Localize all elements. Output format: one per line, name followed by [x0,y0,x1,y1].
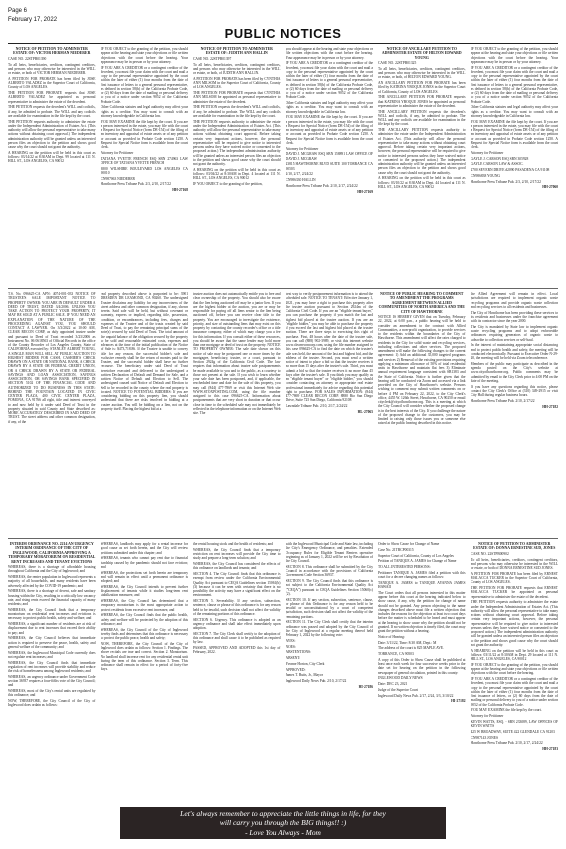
notice-paragraph: WHEREAS, a significant number of residents are at risk of displacement due to rent increases that exceed their ability to pay; and [8,622,96,635]
notice-paragraph: CASE NO. 22STPB01397 [193,56,232,61]
notice-paragraph: NOTICE IS HEREBY GIVEN that on Tuesday, February 22, 2022, at 6:00 p.m., a public hearing will be held to consider an amendment to the contract with Allied Communities, a non-profit organization, to provide services to the residents within the boundaries of the City of Hawthorne. This amendment will affect the rates charged to residents in the City for solid waste and recycling services, including collections and other services. The proposed amendment will make the following changes to the current agreement: 1) Add an additional 35,000 targeted programs and services 2) Removal of the existing provisions requiring applying a minimum allowance of 50% of total residential units in Hawthorne and maintain flat fees 3) Eliminate annual requirement language consistent with SB1383 and the State of California. Notice is further given that the hearing will be conducted via Zoom and accessed via a link provided on the City of Hawthorne's website. Persons wishing to comment may submit written comments on or before 4 PM on February 22, 2022, to the City Clerk's office, 4455 W. 126th Street, Hawthorne, CA 90250 or email cityclerk@cityofhawthorne.org. This is a meeting at which the City Council will consider whether the proposed change is in the best interests of the City. If you challenge the nature of the proposed change to the customers, you may be limited to raising only those issues you or someone else raised at the public hearing described in this notice. [378,315,466,426]
notice-column [101,542,189,849]
notice-column [471,542,559,849]
notice-column [378,542,466,849]
notice-column [193,542,281,849]
notice-paragraph: THE PETITION requests authority to administer the estate under the Independent Administration of Estates Act. (This authority will allow the personal representative to take many actions without obtaining court approval. Before taking certain very important actions, however, the personal representative will be required to give notice to interested persons unless they have waived notice or consented to the proposed action.) The independent administration authority will be granted unless an interested person files an objection to the petition and shows good cause why the court should not grant the authority. [193,119,281,167]
notice-paragraph: Hawthorne Press Tribune Pub. 2/10, 2/17, 2/24/22 [285,183,358,188]
notice-paragraph: If you have any questions regarding this notice, please contact the City Clerk's Office at (310) 349-2915 or visit City Hall during regular business hours. [470,384,558,397]
notices-section-3 [8,542,558,849]
notice-paragraph: CASE NO. 22STPB00902 [470,551,509,556]
notice-paragraph: Case No. 21TRCP00315 [378,547,414,552]
notice-column [471,47,559,285]
notice-paragraph: ABSTENTIONS: [285,650,312,655]
notice-paragraph: WHEREAS, the City Council of the City of Inglewood hereby finds and determines that this ordinance is necessary to protect the public peace, health and safety; [100,627,188,640]
notice-paragraph: WHEREAS, the City Council believes that immediate action is required to preserve the peace, health, safety and general welfare of the community; and [8,636,96,649]
notice-paragraph: James T. Butts, Jr., Mayor [285,673,323,678]
notice-paragraph: YOU MAY EXAMINE the file kept by the court. If you are a person interested in the estate, you may file with the court a Request for Special Notice (form DE-154) of the filing of an inventory and appraisal of estate assets or of any petition or account as provided in Probate Code section 1250. A Request for Special Notice form is available from the court clerk. [470,119,558,149]
notice-paragraph: Superior Court of California, County of Los Angeles [378,553,454,558]
section-divider [8,288,558,289]
notice-paragraph: TO ALL INTERESTED PERSONS: [378,565,431,569]
notice-paragraph: Other California statutes and legal authority may affect your rights as a creditor. You may want to consult with an attorney knowledgeable in California law. [285,101,373,114]
notice-paragraph: INGLEWOOD DAILY NEWS [378,676,423,681]
notice-paragraph: WHEREAS, the City Council finds that the public health, safety and welfare will be protected by the adoption of this ordinance; and [100,613,188,626]
title-rule [8,43,558,44]
notice-paragraph: A HEARING on the petition will be held in this court as follows: 03/11/22 at 8:30AM in Dept. 29 located at 111 N. HILL ST., LOS ANGELES, CA 90012 [470,648,558,662]
section-divider [8,538,558,539]
notice-paragraph: SECTION 5. Severability. If any section, subsection, sentence, clause or phrase of this ordinance is for any reason held to be invalid, such decision shall not affect the validity of the remaining portions of this ordinance. [193,599,281,616]
notice-paragraph: the Allied Agreement will remain in effect. Local jurisdictions are required to implement organic waste recycling programs and provide organic waste collection and recycling services to all residents and businesses. [470,292,558,309]
notice-paragraph: The City is mandated by State law to implement organic waste recycling programs and to adopt enforceable ordinances requiring generators of organic waste to subscribe to collection services or self-haul. [470,324,558,342]
notice-paragraph: GAYLE CARSON LAW & ASSOC. [470,162,524,167]
notice-paragraph: PASSED, APPROVED AND ADOPTED this 1st day of February, 2022. [193,646,281,655]
notice-column [286,47,374,285]
notice-paragraph: THE PETITION requests the decedent's WILL and codicils, if any, be admitted to probate. The WILL and any codicils are available for examination in the file kept by the court. [193,105,281,118]
notice-paragraph: THE PETITION FOR PROBATE requests that CYNTHIA ANN MILSOM be appointed as personal representative to administer the estate of the decedent. [193,91,281,104]
notice-paragraph: CASE NO. 22STPB01325 [378,61,417,66]
notice-column [378,47,466,285]
notice-paragraph: Other California statutes and legal authority may affect your rights as a creditor. You may want to consult with an attorney knowledgeable in California law. [470,105,558,118]
notice-paragraph: with the Inglewood Municipal Code and State law, including the City's Emergency Ordinance, and penalties. Extended Occupancy Rules for Eligible Tenant Renters operative beginning as of January 1, 2022 will be set by Resolution of the City Council. [285,542,373,563]
notice-heading: INTERIM ORDINANCE NO. 2214 AN URGENCY INTERIM ORDINANCE OF THE CITY OF INGLEWOOD, CALIFORNIA APPROVING A TEMPORARY MORATORIUM ON RESIDENTIAL RENT INCREASES AND TENANT EVICTIONS [8,542,96,564]
notice-paragraph: SECTION 4. The City Council finds that this ordinance is exempt from review under the California Environmental Quality Act pursuant to CEQA Guidelines section 15061(b)(3) because it can be seen with certainty that there is no possibility the activity may have a significant effect on the environment. [193,572,281,598]
notice-column [193,47,281,285]
notice-paragraph: WHEREAS, the Inglewood Municipal Code currently does not regulate rent increases; and [8,650,96,659]
notice-paragraph: Hawthorne Press Tribune Pub. 2/3, 2/10, 2/17/22 [100,182,171,187]
notice-paragraph: APPROVED: [285,667,306,672]
notice-heading: NOTICE OF ANCILLARY PETITION TO ADMINISTER ESTATE OF HILTON EDWARD YOUNG [381,47,462,60]
notice-paragraph: ABSENT: [285,656,301,660]
notice-paragraph: The address of the court is 825 MAPLE AVE. [378,646,444,651]
notice-paragraph: AYES: [285,638,296,643]
notice-paragraph: Notice of Hearing: [378,634,405,639]
notice-paragraph: Petitioner TANIQUE A. JAMES filed a petition with this court for a decree changing names as follows: [378,570,466,579]
notice-paragraph: WHEREAS, the City Council has determined that a temporary moratorium is the most appropriate action to protect residents from excessive rent increases; and [100,599,188,612]
page-header [8,6,558,15]
page-number: Page 6 [8,7,28,14]
notices-section-2 [8,292,558,535]
notice-paragraph: CN986838 YOUNG [470,173,501,178]
notice-paragraph: GAYLE J. CARSON ESQ SBN 305928 [470,156,529,161]
notice-paragraph: SECTION 7. The City Clerk shall certify to the adoption of this ordinance and shall cause it to be published as required by law. [193,631,281,645]
notice-column [378,292,466,535]
notice-paragraph: Date: 3/11/22, Time: 8:30 AM, Dept.: M [378,640,437,645]
footer-author: - Love You Always - Mom [245,827,321,837]
notice-paragraph: Petition of TANIQUE A. JAMES for Change of Name [378,559,457,564]
notice-heading: NOTICE OF PETITION TO ADMINISTER ESTATE OF: DONNA ERNESTINE SUD, JONES [473,542,556,551]
notice-paragraph: SECTION 6. Urgency. This ordinance is adopted as an urgency ordinance and shall take effect immediately upon adoption. [193,617,281,630]
notice-paragraph: Members of the public may participate as described in the agenda posted on the City's website at www.cityofhawthorne.org. Public comments may be submitted by email to the City Clerk prior to 4:00 PM on the date of the meeting. [470,361,558,383]
notice-paragraph: NOES: [285,644,296,649]
notice-column [286,542,374,849]
notice-paragraph: trustee auction does not automatically entitle you to free and clear ownership of the property. You should also be aware that the lien being auctioned off may be a junior lien. If you are the highest bidder at the auction, you are or may be responsible for paying off all liens senior to the lien being auctioned off, before you can receive clear title to the property. You are encouraged to investigate the existence, priority, and size of outstanding liens that may exist on this property by contacting the county recorder's office or a title insurance company, either of which may charge you a fee for this information. If you consult either of these resources, you should be aware that the same lender may hold more than one mortgage or deed of trust on the property. NOTICE TO PROPERTY OWNER: The sale date shown on this notice of sale may be postponed one or more times by the mortgagee, beneficiary, trustee, or a court, pursuant to Section 2924g of the California Civil Code. The law requires that information about trustee sale postponements be made available to you and to the public, as a courtesy to those not present at the sale. If you wish to learn whether your sale date has been postponed, and, if applicable, the rescheduled time and date for the sale of this property, you may call (844) 477-7869 or visit this Internet Web site WWW.STOXPOSTING.COM, using the file number assigned to this case 096625-CA. Information about postponements that are very short in duration or that occur close in time to the scheduled sale may not immediately be reflected in the telephone information or on the Internet Web site. The [193,292,281,415]
notice-paragraph: T.S. No. 096625-CA APN: 4074-001-033 NOTICE OF TRUSTEE'S SALE IMPORTANT NOTICE TO PROPERTY OWNER: YOU ARE IN DEFAULT UNDER A DEED OF TRUST, DATED 3/4/2006. UNLESS YOU TAKE ACTION TO PROTECT YOUR PROPERTY, IT MAY BE SOLD AT A PUBLIC SALE. IF YOU NEED AN EXPLANATION OF THE NATURE OF THE PROCEEDING AGAINST YOU, YOU SHOULD CONTACT A LAWYER. On 3/3/2022 at 10:00 AM, CLEAR RECON CORP, as duly appointed trustee under and pursuant to Deed of Trust recorded 3/23/2006 as Instrument No. 06 0618563 of Official Records in the office of the County Recorder of Los Angeles County, State of CALIFORNIA executed by: STANLEY ALBERT YOUNG, A SINGLE MAN WILL SELL AT PUBLIC AUCTION TO HIGHEST BIDDER FOR CASH, CASHIER'S CHECK DRAWN ON A STATE OR NATIONAL BANK, A CHECK DRAWN BY A STATE OR FEDERAL CREDIT UNION, OR A CHECK DRAWN BY A STATE OR FEDERAL SAVINGS AND LOAN ASSOCIATION, SAVINGS ASSOCIATION, OR SAVINGS BANK SPECIFIED IN SECTION 5102 OF THE FINANCIAL CODE AND AUTHORIZED TO DO BUSINESS IN THIS STATE: BEHIND THE FOUNTAIN LOCATED IN CIVIC CENTER PLAZA, 400 CIVIC CENTER PLAZA, POMONA, CA 91766 all right, title and interest conveyed to and now held by it under said Deed of Trust in the property situated in said County and State described as: MORE ACCURATELY DESCRIBED IN SAID DEED OF TRUST. The street address and other common designation, if any, of the [8,292,96,424]
notice-paragraph: Inglewood Daily News Pub. 2/17, 2/24, 3/3, 3/10/22 [378,693,454,698]
notice-paragraph: CASE NO. 22STPB01390 [8,56,47,61]
notice-paragraph: WHEREAS, most of the City's rental units are regulated by this ordinance; and [8,689,96,698]
notice-paragraph: Hawthorne Press Tribune Pub. 2/10, 2/17/22 [470,398,535,403]
notice-paragraph: IF YOU OBJECT to the granting of the petition, you should appear at the hearing and state your objections or file written objections with the court before the hearing. Your appearance may be in person or by your attorney. [470,47,558,64]
notice-reference-code: HL-27065 [357,409,373,414]
notice-column [193,292,281,535]
notice-paragraph: Judge of the Superior Court [378,687,418,692]
notice-paragraph: 23815 HAWTHORNE BLVD SUITE 100 TORRANCE CA 90503 [285,162,373,171]
notice-paragraph: THE ANCILLARY PETITION requests authority to administer the estate under the Independent Administration of Estates Act. (This authority will allow the personal representative to take many actions without obtaining court approval. Before taking certain very important actions, however, the personal representative will be required to give notice to interested persons unless they have waived notice or consented to the proposed action.) The independent administration authority will be granted unless an interested person files an objection to the petition and shows good cause why the court should not grant the authority. [378,128,466,175]
notice-paragraph: In the interest of maintaining appropriate social distancing and to protect public health and safety, the meeting will be conducted electronically. Pursuant to Executive Order N-29-20, the meeting will be held via Zoom teleconference. [470,343,558,360]
notice-paragraph: Inglewood Daily News Pub. 2/10, 2/17/22 [285,679,347,683]
notice-paragraph: IF YOU ARE A CREDITOR or a contingent creditor of the decedent, you must file your claim with the court and mail a copy to the personal representative appointed by the court within the later of either (1) four months from the date of first issuance of letters to a general personal representative, as defined in section 58(b) of the California Probate Code, or (2) 60 days from the date of mailing or personal delivery to you of a notice under section 9052 of the California Probate Code. [470,65,558,104]
notice-paragraph: A copy of this Order to Show Cause shall be published at least once each week for four successive weeks prior to the date set for hearing on the petition in the following newspaper of general circulation, printed in this county: [378,657,466,675]
notice-paragraph: Yvonne Horton, City Clerk [285,661,325,666]
notice-paragraph: THE ANCILLARY PETITION requests the decedent's WILL and codicils, if any, be admitted to probate. The WILL and any codicils are available for examination in the file kept by the court. [378,109,466,127]
notice-paragraph: NOW, THEREFORE, the City Council of the City of Inglewood does ordain as follows: Section 1. Findings. The above recitals are true and correct. Section 2. Moratorium. No landlord shall increase rent for any residential rental unit during the term of this ordinance. Section 3. Term. This ordinance shall remain in effect for a period of forty-five days. [100,641,188,672]
notice-paragraph: WHEREAS, there is a shortage of affordable housing throughout California and the City of Inglewood; and [8,565,96,574]
notice-paragraph: THE PETITION requests authority to administer the estate under the Independent Administration of Estates Act. (This authority will allow the personal representative to take many actions without obtaining court approval.) The independent administration authority will be granted unless an interested person files an objection to the petition and shows good cause why the court should not grant the authority. [8,119,96,150]
notice-paragraph: WHEREAS, the City Council finds that a temporary moratorium on residential rent increases and evictions is necessary to protect public health, safety and welfare; and [8,607,96,621]
notice-paragraph: YOU MAY EXAMINE the file kept by the court. If you are a person interested in the estate, you may file with the court a Request for Special Notice (form DE-154) of the filing of an inventory and appraisal of estate assets or of any petition or account as provided in Probate Code section 1250. A Request for Special Notice form is available from the court clerk. [285,115,373,145]
notice-paragraph: IF YOU ARE A CREDITOR or a contingent creditor of the decedent, you must file your claim with the court and mail a copy to the personal representative appointed by the court within the later of either (1) four months from the date of first issuance of letters, or (2) 60 days from the date of mailing or personal delivery to you of a notice under section 9052 of the California Probate Code. [470,677,558,707]
notice-paragraph: DAVID J. MCGRAW ESQ SBN 158891 LAW OFFICE OF DAVID J. MCGRAW [285,152,373,161]
notice-column [101,47,189,285]
notice-paragraph: A PETITION FOR PROBATE has been filed by ERNEST MALACCA TUCKER in the Superior Court of California, County of LOS ANGELES. [470,571,558,585]
notice-paragraph: THE PETITION FOR PROBATE requests that JOSE ALBERTO VALADEZ be appointed as personal representative to administer the estate of the decedent. [8,91,96,104]
notice-paragraph: WHEREAS, the City Council intends to prevent further displacement of tenants while it studies long-term rent stabilization measures; and [100,584,188,598]
notice-column [8,47,96,285]
notice-reference-code: HH-27169 [357,189,373,194]
notice-column [8,542,96,849]
notice-paragraph: To all heirs, beneficiaries, creditors, contingent creditors, and persons who may otherwise be interested in the WILL or estate, or both, of HILTON EDWARD YOUNG. [378,66,466,80]
notice-paragraph: WHEREAS, the City Council finds that immediate regulation of rent increases will provide stability and reduce the risk of homelessness among Inglewood residents; and [8,660,96,674]
notices-section-1 [8,47,558,285]
notice-paragraph: WHEREAS, the protections set forth herein are temporary and will remain in effect until a permanent ordinance is adopted; and [100,570,188,583]
notice-paragraph: TORRANCE, CA 90503 [378,652,414,656]
notice-paragraph: IF YOU ARE A CREDITOR or a contingent creditor of the decedent, you must file your claim with the court and mail a copy to the personal representative appointed by the court within the later of either (1) four months from the date of first issuance of letters to a general personal representative, as defined in section 58(b) of the California Probate Code, or (2) 60 days from the date of mailing or personal delivery to you of a notice under section 9052 of the California Probate Code. [285,61,373,100]
notice-paragraph: CN987143 JONES [470,735,498,740]
notice-paragraph: you should appear at the hearing and state your objections or file written objections with the court before the hearing. Your appearance may be in person or by your attorney. [285,47,373,60]
notice-paragraph: SECTION 11. The City Clerk shall certify that the interim ordinance was passed and adopted by the City Council of the City of Inglewood at a regular meeting thereof held February 1, 2022 by the following vote: [285,620,373,637]
notice-paragraph: WHEREAS, tenants who cannot pay rent due to financial hardship caused by the pandemic should not face eviction; and [100,556,188,569]
notice-paragraph: THE PETITION requests the decedent's WILL and codicils, if any, be admitted to probate. The WILL and any codicils are available for examination in the file kept by the court. [8,105,96,118]
notice-paragraph: Attorney for Petitioner [285,146,319,151]
notice-paragraph: YOU MAY EXAMINE the file kept by the court. If you are a person interested in the estate, you may file with the court a Request for Special Notice (form DE-154) of the filing of an inventory and appraisal of estate assets or of any petition or account as provided in Probate Code section 1250. A Request for Special Notice form is available from the court clerk. [100,119,188,149]
notice-paragraph: TANIQUE A. JAMES to TANIQUE AYANNA JAMES HAWAII [378,580,466,589]
notice-paragraph: WHEREAS, there is a shortage of decent, safe and sanitary housing within the City, resulting in a critically low vacancy rate, and rising rents exceed the financial capacity of many residents; and [8,589,96,607]
notice-column [101,292,189,535]
notice-paragraph: The City of Hawthorne has been providing these services to its residents and businesses under the franchise agreement with its contractor since the year 2000. [470,310,558,323]
notice-paragraph: A PETITION FOR PROBATE has been filed by JOSE ALBERTO VALADEZ in the Superior Court of California, County of LOS ANGELES. [8,76,96,90]
notice-paragraph: Order to Show Cause for Change of Name [378,542,440,546]
notice-paragraph: CN986330 HALLIN [285,178,316,182]
notice-paragraph: To all heirs, beneficiaries, creditors, contingent creditors, and persons who may otherwise be interested in the WILL or estate, or both, of JUDITH ANN HALLIN. [193,62,281,76]
notice-paragraph: A HEARING on the petition will be held in this court as follows: 03/10/22 at 8:30AM in Dept. 44 located at 111 N. HILL ST., LOS ANGELES, CA 90012 [378,176,466,189]
notice-paragraph: 2/10, 2/17, 2/24/22 [285,172,313,177]
notice-column [286,292,374,535]
notice-paragraph: Hawthorne Press Tribune Pub. 2/10, 2/17, 2/24/22 [470,741,543,746]
notice-paragraph: IF YOU OBJECT to the granting of the petition, you should appear at the hearing and state your objections or file written objections with the court before the hearing. [470,662,558,676]
notice-paragraph: WHEREAS, landlords may apply for a rental increase for good cause as set forth herein, and the City will review petitions submitted under this chapter; and [100,542,188,555]
notice-paragraph: A PETITION FOR PROBATE has been filed by CYNTHIA ANN MILSOM in the Superior Court of California, County of LOS ANGELES. [193,76,281,90]
notice-reference-code: HI-27186 [358,684,373,689]
notice-paragraph: CN987063 NIEDERER [100,176,135,181]
notice-paragraph: SECTION 10. If any section, subsection, sentence, clause, or phrase of this Ordinance is for any reason held to be invalid or unconstitutional by a court of competent jurisdiction, such decision shall not affect the validity of the remaining portions. [285,597,373,619]
notice-paragraph: WHEREAS, the City Council finds that a temporary restriction on rent increases will provide the City time to study and prepare a long-term solution; and [193,547,281,561]
notice-paragraph: Attorney for Petitioner [470,714,504,719]
notice-paragraph: best way to verify postponement information is to attend the scheduled sale. NOTICE TO TENANT: Effective January 1, 2021, you may have a right to purchase this property after the trustee auction pursuant to Section 2924m of the California Civil Code. If you are an "eligible tenant buyer," you can purchase the property if you match the last and highest bid placed at the trustee auction. If you are an "eligible bidder," you may be able to purchase the property if you exceed the last and highest bid placed at the trustee auction. There are three steps to exercising this right of purchase. First, 48 hours after the date of the trustee sale, you can call (888) 902-3989, or visit this internet website www.clearreconcorp.com, using the file number assigned to this case 096625-CA to find the date on which the trustee's sale was held, the amount of the last and highest bid, and the address of the trustee. Second, you must send a written notice of intent to place a bid so that the trustee receives it no more than 15 days after the trustee's sale. Third, you must submit a bid so that the trustee receives it no more than 45 days after the trustee's sale. If you think you may qualify as an "eligible tenant buyer" or "eligible bidder," you should consider contacting an attorney or appropriate real estate professional immediately for advice regarding this potential right to purchase. FOR SALES INFORMATION: (844) 477-7869 CLEAR RECON CORP. 8880 Rio San Diego Drive, Suite 725 San Diego, California 92108 [285,292,373,403]
footer-line-2: will carry you through the BIG things!! :) [219,818,347,828]
notice-column [8,292,96,535]
section-title: PUBLIC NOTICES [224,26,342,41]
notice-paragraph: the rental housing stock and the health of residents; and [193,542,273,546]
notice-paragraph: Attorney for Petitioner [100,150,134,155]
notice-paragraph: IF YOU OBJECT to the granting of the petition, [193,182,263,187]
notice-paragraph: THE PETITION FOR PROBATE requests that ERNEST MALACCA TUCKER be appointed as personal representative to administer the estate of the decedent. [470,586,558,599]
notice-heading: NOTICE OF PUBLIC HEARING TO COMMENT TO AMENDMENT THE PROGRAMS AGREEMENT BETWEEN ALLIED COMMUNITIES OF NORTH AMERICA AND THE CITY OF HAWTHORNE [378,292,465,314]
notice-paragraph: real property described above is purported to be: 3901 DRESDEN DR LEAMOND, CA 90260. The undersigned Trustee disclaims any liability for any incorrectness of the street address and other common designation, if any, shown herein. Said sale will be held, but without covenant or warranty, express or implied, regarding title, possession, condition, or encumbrances, including fees, charges and expenses of the Trustee and of the trusts created by said Deed of Trust, to pay the remaining principal sums of the note(s) secured by said Deed of Trust. The total amount of the unpaid balance of the obligation secured by the property to be sold and reasonable estimated costs, expenses and advances at the time of the initial publication of the Notice of Sale is: $473,718.86. If the Trustee is unable to convey title for any reason, the successful bidder's sole and exclusive remedy shall be the return of monies paid to the Trustee, and the successful bidder shall have no further recourse. The beneficiary under said Deed of Trust heretofore executed and delivered to the undersigned a written Declaration of Default and Demand for Sale, and a written Notice of Default and Election to Sell. The undersigned caused said Notice of Default and Election to Sell to be recorded in the county where the real property is located. NOTICE TO POTENTIAL BIDDERS: If you are considering bidding on this property lien, you should understand that there are risks involved in bidding at a trustee auction. You will be bidding on a lien, not on the property itself. Placing the highest bid at a [100,292,188,411]
notice-paragraph: 425 W BROADWAY, SUITE 422 GLENDALE CA 91203 [470,729,555,734]
notice-paragraph: 3800 WILSHIRE BOULEVARD LOS ANGELES CA 90010 [100,166,188,175]
notice-paragraph: Date: DEC 23, 2021 [378,682,408,686]
notice-paragraph: THE ANCILLARY PETITION FOR PROBATE requests that KATRINA YBOQUE JONES be appointed as personal representative to administer the estate of the decedent. [378,95,466,108]
notice-paragraph: SECTION 9. The City Council finds that this ordinance is not subject to the California Environmental Quality Act ("CEQA") pursuant to CEQA Guidelines Section 15060(c)(2). [285,579,373,596]
notice-paragraph: A HEARING on the petition will be held in this court as follows: 03/14/22 at 8:30AM in Dept. 99 located at 111 N. HILL ST., LOS ANGELES, CA 90012 [8,150,96,164]
notice-heading: NOTICE OF PETITION TO ADMINISTER ESTATE OF: JUDITH ANN HALLIN [200,47,273,56]
notice-paragraph: A HEARING on the petition will be held in this court as follows: 03/04/22 at 8:30AM in Dept. 4 located at 111 N. HILL ST., LOS ANGELES, CA 90012 [193,167,281,181]
notice-column [471,292,559,535]
notice-paragraph: YOU MAY EXAMINE the file kept by the court. [470,708,542,713]
notice-paragraph: Hawthorne Press Tribune Pub. 2/3, 2/10, 2/17/22 [470,179,541,184]
notice-reference-code: HH-27060 [542,185,558,190]
notice-heading: NOTICE OF PETITION TO ADMINISTER ESTATE OF: VICTOR HERMAN NIEDERER [13,47,91,56]
notice-paragraph: WHEREAS, the City Council has considered the effects of this ordinance on landlords and tenants; and [193,562,281,571]
notice-reference-code: HH-27182 [542,404,558,409]
notice-paragraph: SECTION 8. This ordinance shall be submitted by the City Council in accordance with the provisions of California Government Code Section 36937. [285,564,373,578]
notice-paragraph: IF YOU OBJECT to the granting of the petition, you should appear at the hearing and state your objections or file written objections with the court before the hearing. Your appearance may be in person or by your attorney. [100,47,188,64]
notice-paragraph: WHEREAS, the renter population in Inglewood represents a majority of all households, and many residents have been adversely affected by the COVID-19 pandemic; and [8,575,96,588]
notice-paragraph: To all heirs, beneficiaries, creditors, contingent creditors, and persons who may otherwise be interested in the WILL or estate, or both of VICTOR HERMAN NIEDERER. [8,62,96,76]
notice-paragraph: NOW, THEREFORE, the City Council of the City of Inglewood does ordain as follows: [8,699,96,708]
notice-paragraph: AN ANCILLARY PETITION FOR PROBATE has been filed by KATRINA YBOQUE JONES in the Superior Court of California, County of LOS ANGELES. [378,81,466,94]
notice-paragraph: 2700 SEVERN DRIVE #2090 PASADENA CA 91108 [470,168,550,172]
notice-paragraph: THE PETITION requests authority to administer the estate under the Independent Administration of Estates Act. (This authority will allow the personal representative to take many actions without obtaining court approval. Before taking certain very important actions, however, the personal representative will be required to give notice to interested persons unless they have waived notice or consented to the proposed action.) The independent administration authority will be granted unless an interested person files an objection to the petition and shows good cause why the court should not grant the authority. [470,600,558,647]
issue-date: February 17, 2022 [8,16,58,23]
notice-paragraph: WHEREAS, an urgency ordinance under Government Code section 36937 requires a four-fifths vote of the City Council; and [8,674,96,688]
notice-reference-code: HH-27168 [172,188,188,192]
notice-paragraph: TATIANA YVETTE FRENCH ESQ SBN 274963 LAW OFFICE OF TATIANA YVETTE FRENCH [100,156,188,165]
notice-paragraph: Other California statutes and legal authority may affect your rights as a creditor. You may want to consult with an attorney knowledgeable in California law. [100,105,188,118]
notice-paragraph: KEVIN WATTS, ESQ. - SBN 233089, LAW OFFICES OF KEVIN WATTS [470,719,558,729]
footer-line-1: Let's always remember to appreciate the little things in life, for they [180,809,386,818]
notice-paragraph: Lawndale Tribune Pub. 2/10, 2/17, 2/24/22 [285,404,348,408]
notice-reference-code: HH-27183 [542,747,558,752]
notice-paragraph: To all heirs, beneficiaries, creditors, contingent creditors, and persons who may otherwise be interested in the WILL or estate, or both of DONNA ERNESTINE SUD JONES. [470,557,558,571]
notice-paragraph: IF YOU ARE A CREDITOR or a contingent creditor of the decedent, you must file your claim with the court and mail a copy to the personal representative appointed by the court within the later of either (1) four months from the date of first issuance of letters to a general personal representative, as defined in section 58(b) of the California Probate Code, or (2) 60 days from the date of mailing or personal delivery to you of a notice under section 9052 of the California Probate Code. [100,65,188,104]
footer-message-banner [120,807,446,839]
notice-paragraph: The Court orders that all persons interested in this matter appear before this court at the hearing indicated below to show cause, if any, why the petition for change of name should not be granted. Any person objecting to the name changes described above must file a written objection that includes the reasons for the objection at least two court days before the matter is scheduled to be heard and must appear at the hearing to show cause why the petition should not be granted. If no written objection is timely filed, the court may grant the petition without a hearing. [378,590,466,633]
notice-paragraph: Attorney for Petitioner [470,150,504,155]
notice-reference-code: HI-27182 [451,699,466,704]
